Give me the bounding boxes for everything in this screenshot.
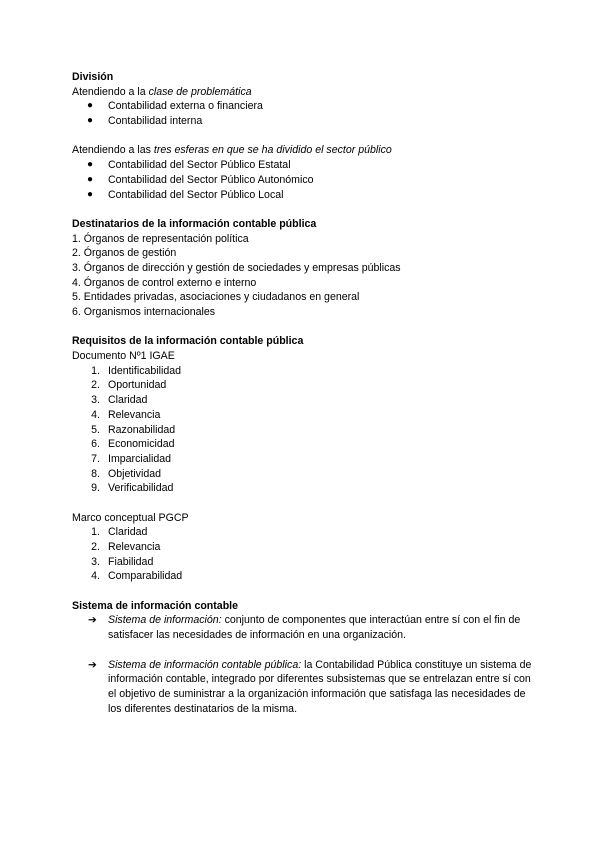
- list-item: 1. Órganos de representación política: [72, 232, 249, 245]
- bullet-icon: ●: [87, 159, 94, 171]
- list-item: 5. Razonabilidad: [91, 423, 176, 436]
- arrow-icon: ➔: [88, 614, 97, 627]
- list-item: 6. Organismos internacionales: [72, 306, 216, 318]
- list-item: 3. Claridad: [91, 394, 148, 407]
- bullet-icon: ●: [87, 173, 94, 185]
- marco-label: Marco conceptual PGCP: [72, 511, 189, 524]
- list-item: 9. Verificabilidad: [91, 482, 174, 495]
- list-item: 7. Imparcialidad: [91, 452, 172, 465]
- list-item: 4. Comparabilidad: [91, 570, 183, 583]
- destinatarios-heading: Destinatarios de la información contable pública: [72, 217, 317, 230]
- list-item: 1. Identificabilidad: [91, 364, 182, 377]
- list-item: 3. Fiabilidad: [91, 555, 154, 568]
- document-page: [72, 70, 532, 716]
- list-item: ● Contabilidad del Sector Público Estatal: [87, 159, 291, 172]
- bullet-icon: ●: [87, 188, 94, 200]
- list-item: 2. Oportunidad: [91, 379, 167, 392]
- list-item: 2. Órganos de gestión: [72, 247, 177, 260]
- list-item: ● Contabilidad del Sector Público Local: [87, 188, 284, 201]
- list-item: 6. Economicidad: [91, 438, 175, 451]
- bullet-icon: ●: [87, 100, 94, 112]
- list-item: ● Contabilidad interna: [87, 115, 203, 128]
- list-item: 1. Claridad: [91, 526, 148, 539]
- bullet-icon: ●: [87, 115, 94, 127]
- definition-item: ➔ Sistema de información: conjunto de componentes que interactúan entre sí con el fin de satisfacer las necesidades de información en una organización.: [88, 614, 521, 642]
- doc-label: Documento Nº1 IGAE: [72, 350, 175, 363]
- definition-item: ➔ Sistema de información contable pública: la Contabilidad Pública constituye un sistema de información contable, integrado por diferentes subsistemas que se entrelazan entre sí con el objetivo de suministrar a la organización información que satisfaga las necesidades de los diferentes destinatarios de la misma.: [88, 658, 532, 715]
- list-item: 5. Entidades privadas, asociaciones y ciudadanos en general: [72, 291, 360, 304]
- list-item: 3. Órganos de dirección y gestión de sociedades y empresas públicas: [72, 261, 401, 274]
- list-item: 8. Objetividad: [91, 467, 161, 480]
- division-heading: División: [72, 71, 114, 83]
- list-item: ● Contabilidad del Sector Público Autonómico: [87, 173, 314, 186]
- list-item: ● Contabilidad externa o financiera: [87, 100, 263, 113]
- arrow-icon: ➔: [88, 658, 97, 671]
- list-item: 4. Relevancia: [91, 408, 161, 421]
- list-item: 2. Relevancia: [91, 541, 161, 553]
- sistema-heading: Sistema de información contable: [72, 599, 239, 612]
- list-item: 4. Órganos de control externo e interno: [72, 276, 257, 289]
- requisitos-heading: Requisitos de la información contable pública: [72, 335, 304, 348]
- division-intro-2: Atendiendo a las tres esferas en que se ha dividido el sector público: [72, 144, 392, 157]
- division-intro-1: Atendiendo a la clase de problemática: [72, 85, 252, 98]
